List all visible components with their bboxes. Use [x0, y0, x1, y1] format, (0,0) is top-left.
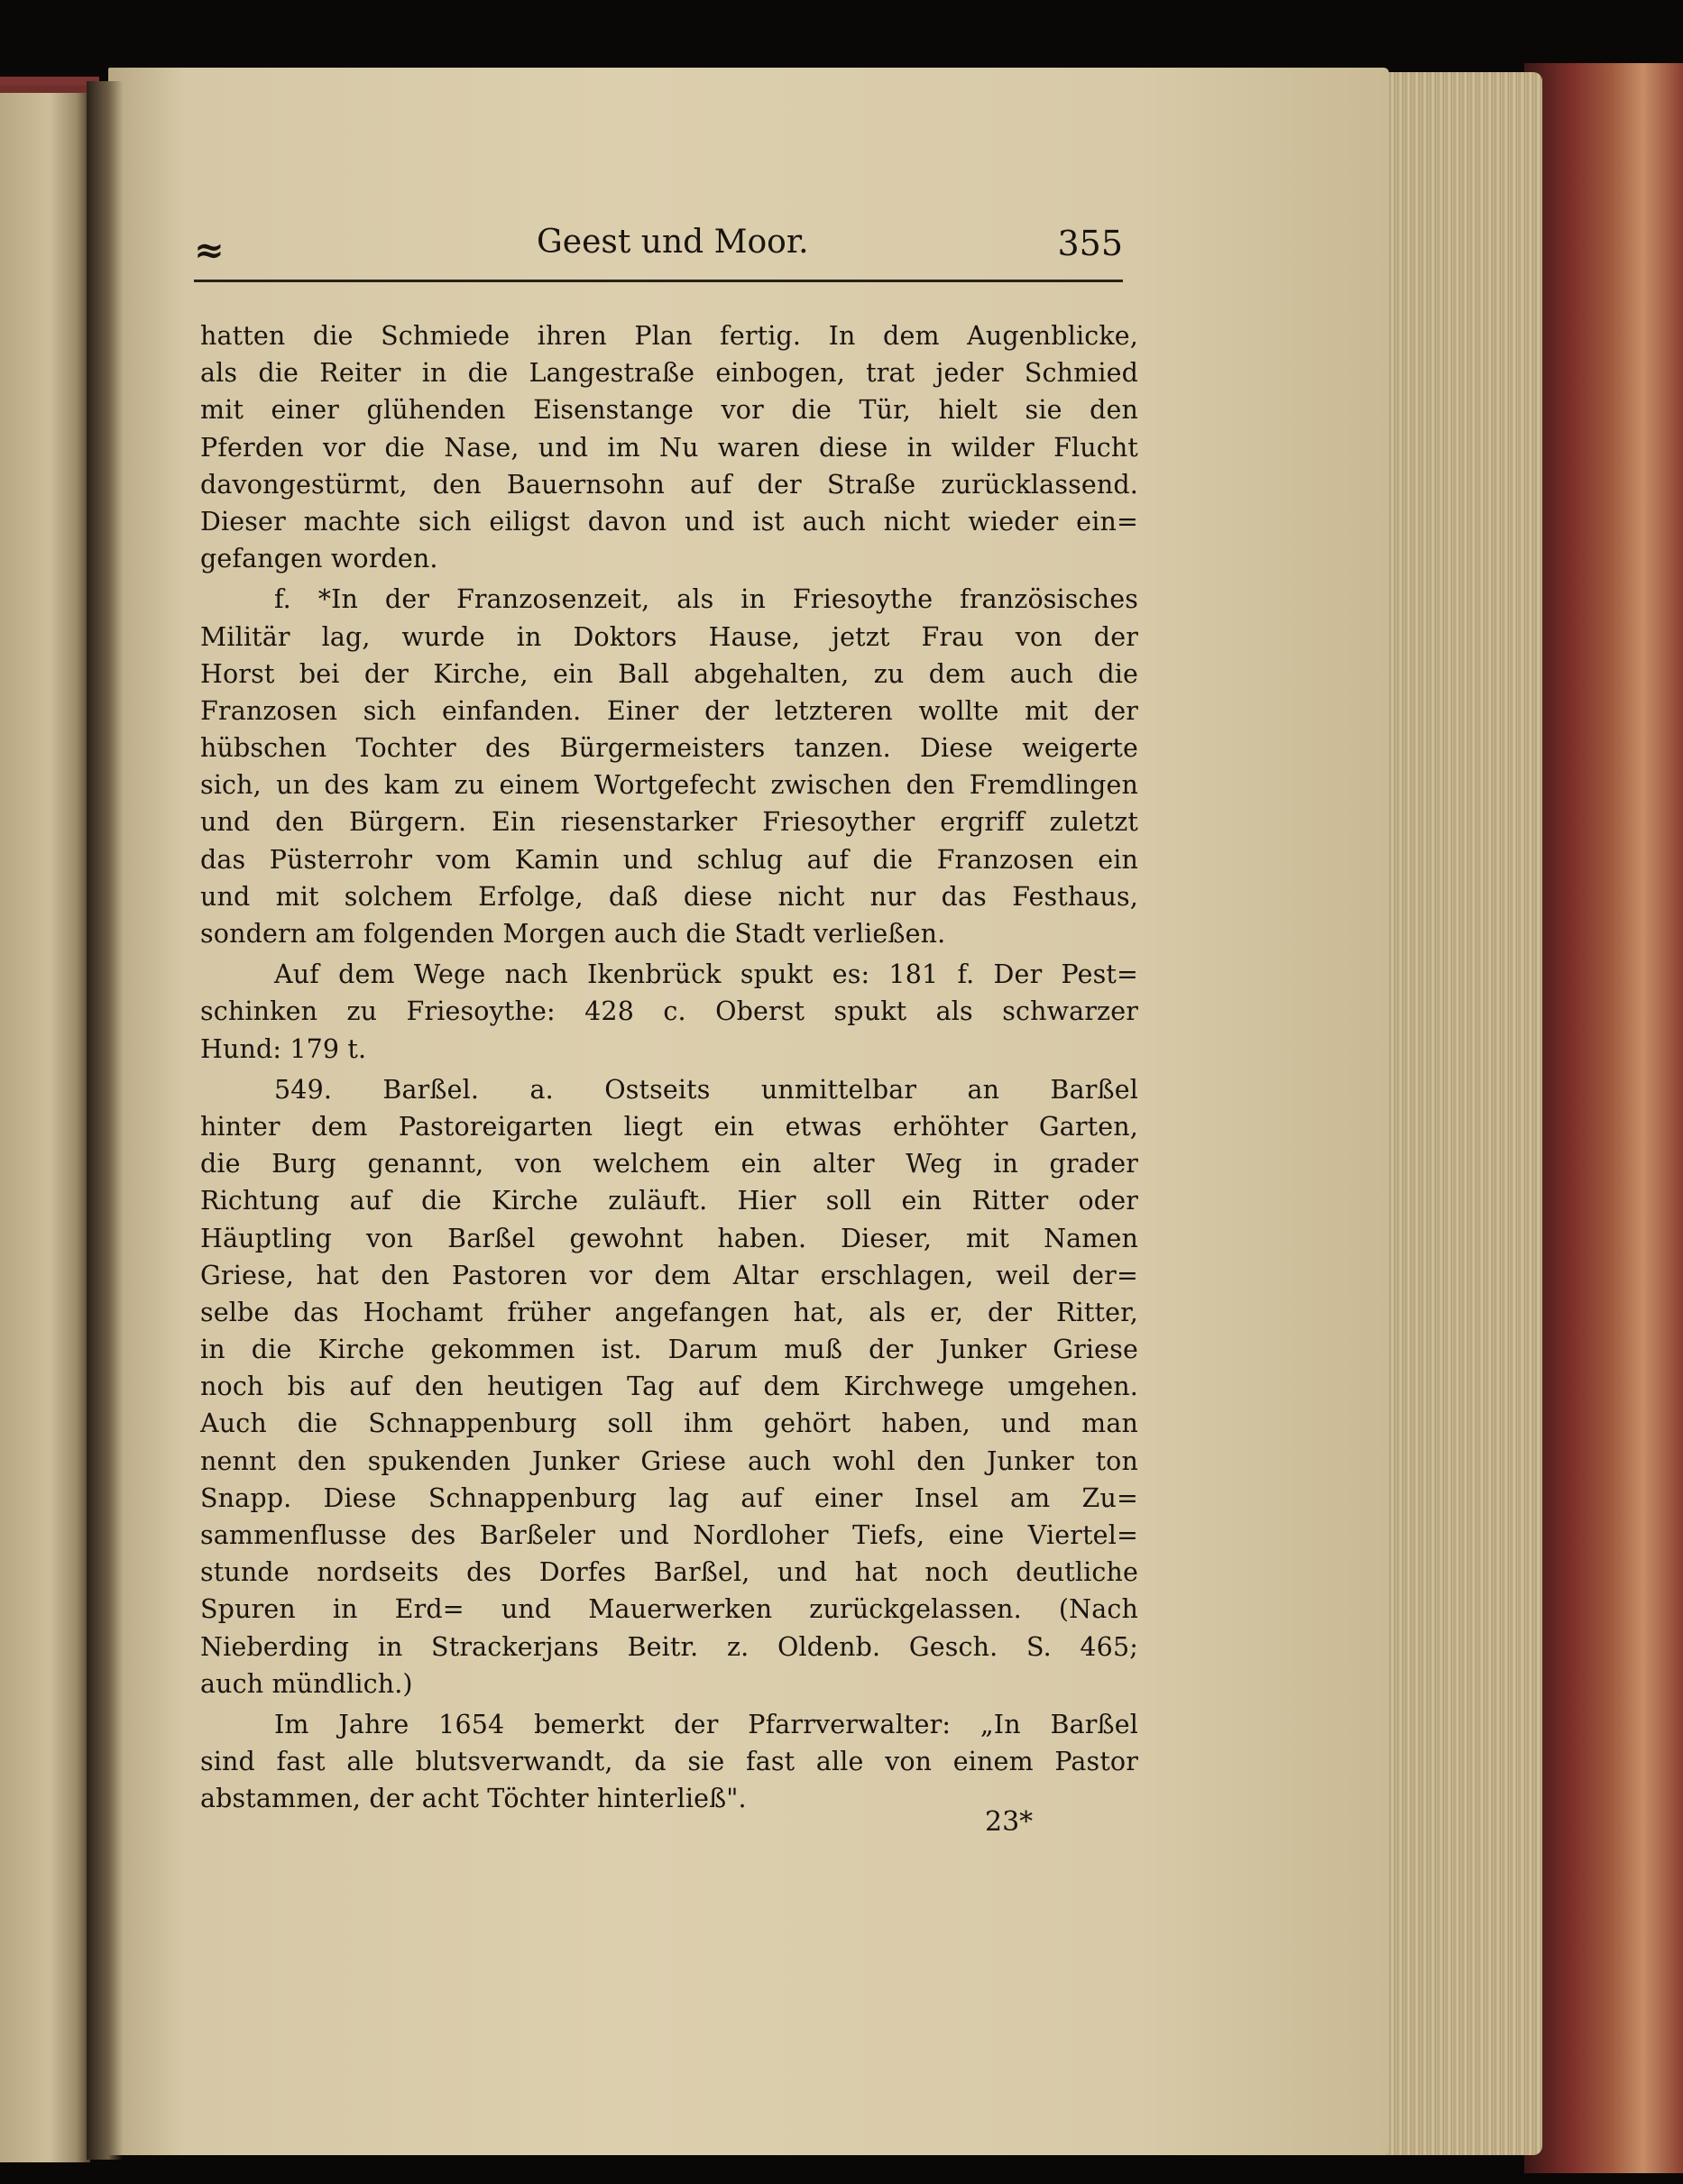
- text-line: selbe das Hochamt früher angefangen hat, als er, der Ritter,: [200, 1297, 1138, 1327]
- text-line: Spuren in Erd= und Mauerwerken zurückgelassen. (Nach: [200, 1594, 1138, 1625]
- running-head: [194, 224, 1123, 287]
- page-edges: [1371, 72, 1542, 2155]
- text-line: abstammen, der acht Töchter hinterließ".: [200, 1784, 747, 1814]
- text-line: Snapp. Diese Schnappenburg lag auf einer Insel am Zu=: [200, 1482, 1138, 1513]
- back-cover-board: [1524, 63, 1683, 2173]
- text-line: sich, un des kam zu einem Wortgefecht zwischen den Fremdlingen: [200, 770, 1138, 801]
- body-text: [200, 317, 1138, 1818]
- text-line: Nieberding in Strackerjans Beitr. z. Oldenb. Gesch. S. 465;: [200, 1631, 1138, 1662]
- text-line: Horst bei der Kirche, ein Ball abgehalten, zu dem auch die: [200, 658, 1138, 689]
- text-line: sind fast alle blutsverwandt, da sie fast alle von einem Pastor: [200, 1747, 1138, 1777]
- text-line: Auch die Schnappenburg soll ihm gehört haben, und man: [200, 1409, 1138, 1439]
- text-line: in die Kirche gekommen ist. Darum muß der Junker Griese: [200, 1335, 1138, 1365]
- text-line: Militär lag, wurde in Doktors Hause, jetzt Frau von der: [200, 621, 1138, 652]
- text-line: Franzosen sich einfanden. Einer der letzteren wollte mit der: [200, 695, 1138, 726]
- text-line: sondern am folgenden Morgen auch die Stadt verließen.: [200, 919, 946, 949]
- text-line: und mit solchem Erfolge, daß diese nicht nur das Festhaus,: [200, 881, 1138, 912]
- running-title: Geest und Moor.: [537, 224, 809, 261]
- gutter-shadow: [87, 81, 123, 2160]
- text-line: stunde nordseits des Dorfes Barßel, und hat noch deutliche: [200, 1557, 1138, 1588]
- text-line: hatten die Schmiede ihren Plan fertig. In dem Augenblicke,: [200, 321, 1138, 351]
- text-line: sammenflusse des Barßeler und Nordloher Tiefs, eine Viertel=: [200, 1520, 1138, 1550]
- text-line: hinter dem Pastoreigarten liegt ein etwas erhöhter Garten,: [200, 1111, 1138, 1142]
- page-number: 355: [1057, 224, 1123, 263]
- text-line: Richtung auf die Kirche zuläuft. Hier soll ein Ritter oder: [200, 1186, 1138, 1216]
- text-line: noch bis auf den heutigen Tag auf dem Kirchwege umgehen.: [200, 1372, 1138, 1402]
- left-facing-page: [0, 86, 90, 2162]
- text-line: Griese, hat den Pastoren vor dem Altar erschlagen, weil der=: [200, 1260, 1138, 1290]
- text-line: als die Reiter in die Langestraße einbogen, trat jeder Schmied: [200, 358, 1138, 389]
- text-line: davongestürmt, den Bauernsohn auf der Straße zurücklassend.: [200, 469, 1138, 500]
- text-line: schinken zu Friesoythe: 428 c. Oberst spukt als schwarzer: [200, 996, 1138, 1027]
- text-line: und den Bürgern. Ein riesenstarker Friesoyther ergriff zuletzt: [200, 807, 1138, 838]
- text-line: 549. Barßel. a. Ostseits unmittelbar an Barßel: [274, 1074, 1138, 1105]
- header-rule: [194, 280, 1123, 282]
- text-line: hübschen Tochter des Bürgermeisters tanzen. Diese weigerte: [200, 733, 1138, 764]
- text-line: Dieser machte sich eiligst davon und ist auch nicht wieder ein=: [200, 506, 1138, 537]
- text-line: f. *In der Franzosenzeit, als in Friesoythe französisches: [274, 584, 1138, 615]
- text-line: nennt den spukenden Junker Griese auch wohl den Junker ton: [200, 1445, 1138, 1476]
- text-line: Hund: 179 t.: [200, 1033, 367, 1064]
- text-line: Häuptling von Barßel gewohnt haben. Dieser, mit Namen: [200, 1223, 1138, 1253]
- text-line: die Burg genannt, von welchem ein alter Weg in grader: [200, 1149, 1138, 1179]
- sheet-signature: 23*: [985, 1806, 1034, 1838]
- text-line: das Püsterrohr vom Kamin und schlug auf die Franzosen ein: [200, 844, 1138, 875]
- text-line: Auf dem Wege nach Ikenbrück spukt es: 181 f. Der Pest=: [274, 959, 1138, 990]
- text-line: Pferden vor die Nase, und im Nu waren diese in wilder Flucht: [200, 432, 1138, 463]
- signature-mark: ≈: [194, 229, 225, 271]
- text-line: mit einer glühenden Eisenstange vor die Tür, hielt sie den: [200, 395, 1138, 426]
- text-line: auch mündlich.): [200, 1668, 413, 1699]
- text-line: gefangen worden.: [200, 544, 438, 574]
- text-line: Im Jahre 1654 bemerkt der Pfarrverwalter: „In Barßel: [274, 1709, 1138, 1739]
